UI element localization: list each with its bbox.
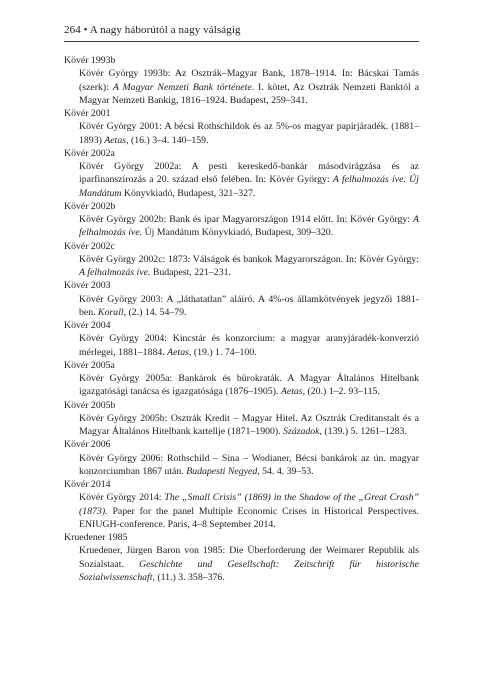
reference-text: Kövér György 2014: [79,492,165,504]
reference-text: Kruedener, Jürgen Baron von 1985: Die Überforderung der Weimarer Republik als Sozialstaat. [79,545,419,570]
reference-title-italic: A felhalmozás íve. [79,267,151,278]
reference-entry [79,160,419,200]
reference-key: Kövér 2004 [64,320,111,331]
reference-text: . I. kötet, Az Osztrák Nemzeti Banktól a Magyar Nemzeti Bankig, 1816–1924. Budapest, 259–341. [79,81,420,106]
reference-title-italic: Aetas [280,386,303,398]
reference-title-italic: Budapesti Negyed [186,465,258,477]
reference-text: , (139.) 5. 1261–1283. [319,426,407,437]
reference-title-italic: Geschichte und Gesellschaft: Zeitschrift für historische Sozialwissenschaft [79,558,419,583]
reference-text: , (20.) 1–2. 93–115. [302,386,380,398]
reference-key: Kövér 1993b [64,55,116,66]
reference-key: Kövér 2014 [64,479,111,490]
reference-text: Kövér György 2005a: Bankárok és bürokraták. A Magyar Általános Hitelbank igazgatósági tanácsa és igazgatósága (1876–1905). [79,373,419,398]
reference-text: Kövér György 2005b: Osztrák Kredit – Magyar Hitel. Az Osztrák Creditanstalt és a Magyar Általános Hitelbank kartellje (1871–1900). [79,412,419,437]
reference-text: Kövér György 2006: Rothschild – Sina – Wodianer, Bécsi bankárok az ún. magyar konzorciumban 1867 után. [79,452,419,477]
reference-key: Kövér 2002a [64,147,115,159]
reference-text: Paper for the panel Multiple Economic Crises in Historical Perspectives. ENIUGH-conference. Paris, 4–8 September 2014. [79,505,419,530]
reference-text: Könyvkiadó, Budapest, 321–327. [121,187,256,199]
reference-title-italic: Korall [98,306,124,318]
header-rule [64,41,419,42]
reference-text: , (2.) 14. 54–79. [123,306,187,318]
reference-key: Kövér 2006 [64,439,111,451]
reference-text: Kövér György 2002a: A pesti kereskedő-bankár másodvirágzása és az iparfinanszírozás a 20. század első felében. In: Kövér György: [79,161,419,186]
reference-key: Kövér 2005a [64,359,115,371]
reference-title-italic: The „Small Crisis” (1869) in the Shadow of the „Great Crash” (1873). [79,492,419,517]
reference-title-italic: Aetas [167,346,189,358]
reference-key: Kövér 2005b [64,399,116,411]
reference-text: Kövér György 2003: A „láthatatlan” aláíró. A 4%-os államkötvények jegyzői 1881-ben. [79,293,419,318]
reference-title-italic: Századok [283,426,320,437]
reference-text: Kövér György 2004: Kincstár és konzorcium: a magyar aranyjáradék-konverzió mérlegei, 1881–1884. [79,333,419,358]
reference-key: Kövér 2002c [64,240,115,252]
reference-entry [79,120,419,147]
reference-title-italic: A felhalmozás íve. [79,214,419,239]
reference-text: , (11.) 3. 358–376. [152,571,225,583]
bibliography [64,54,419,584]
reference-text: Kövér György 2002c: 1873: Válságok és bankok Magyarországon. In: Kövér György: [79,253,419,265]
reference-entry [79,67,419,107]
reference-title-italic: Aetas [104,134,127,146]
reference-key: Kövér 2002b [64,200,116,212]
reference-text: , (16.) 3–4. 140–159. [126,134,209,146]
reference-title-italic: A Magyar Nemzeti Bank története [112,81,252,93]
reference-text: Kövér György 1993b: Az Osztrák–Magyar Bank, 1878–1914. In: Bácskai Tamás (szerk): [79,68,419,93]
reference-entry [79,253,419,280]
reference-text: Kövér György 2002b: Bank és ipar Magyarországon 1914 előtt. In: Kövér György: [79,214,414,225]
reference-entry [79,412,419,439]
reference-key: Kövér 2003 [64,280,111,292]
reference-entry [79,452,419,479]
reference-entry [79,213,419,240]
reference-entry [79,544,419,584]
reference-text: , 54. 4. 39–53. [257,465,314,477]
header-bullet: • [83,24,88,36]
reference-text: Új Mandátum Könyvkiadó, Budapest, 309–320. [142,227,334,239]
reference-title-italic: A felhalmozás íve. Új Mandátum [79,174,419,199]
reference-text: Budapest, 221–231. [150,267,231,278]
reference-entry [79,293,419,320]
reference-entry [79,491,419,531]
reference-key: Kövér 2001 [64,108,111,119]
reference-entry [79,372,419,399]
reference-text: Kövér György 2001: A bécsi Rothschildok és az 5%-os magyar papírjáradék. (1881–1893) [79,121,419,146]
running-header [64,24,241,36]
running-title: A nagy háborútól a nagy válságig [89,24,241,36]
reference-key: Kruedener 1985 [64,532,128,543]
page-number: 264 [64,24,81,36]
reference-text: , (19.) 1. 74–100. [188,346,257,358]
reference-entry [79,332,419,359]
